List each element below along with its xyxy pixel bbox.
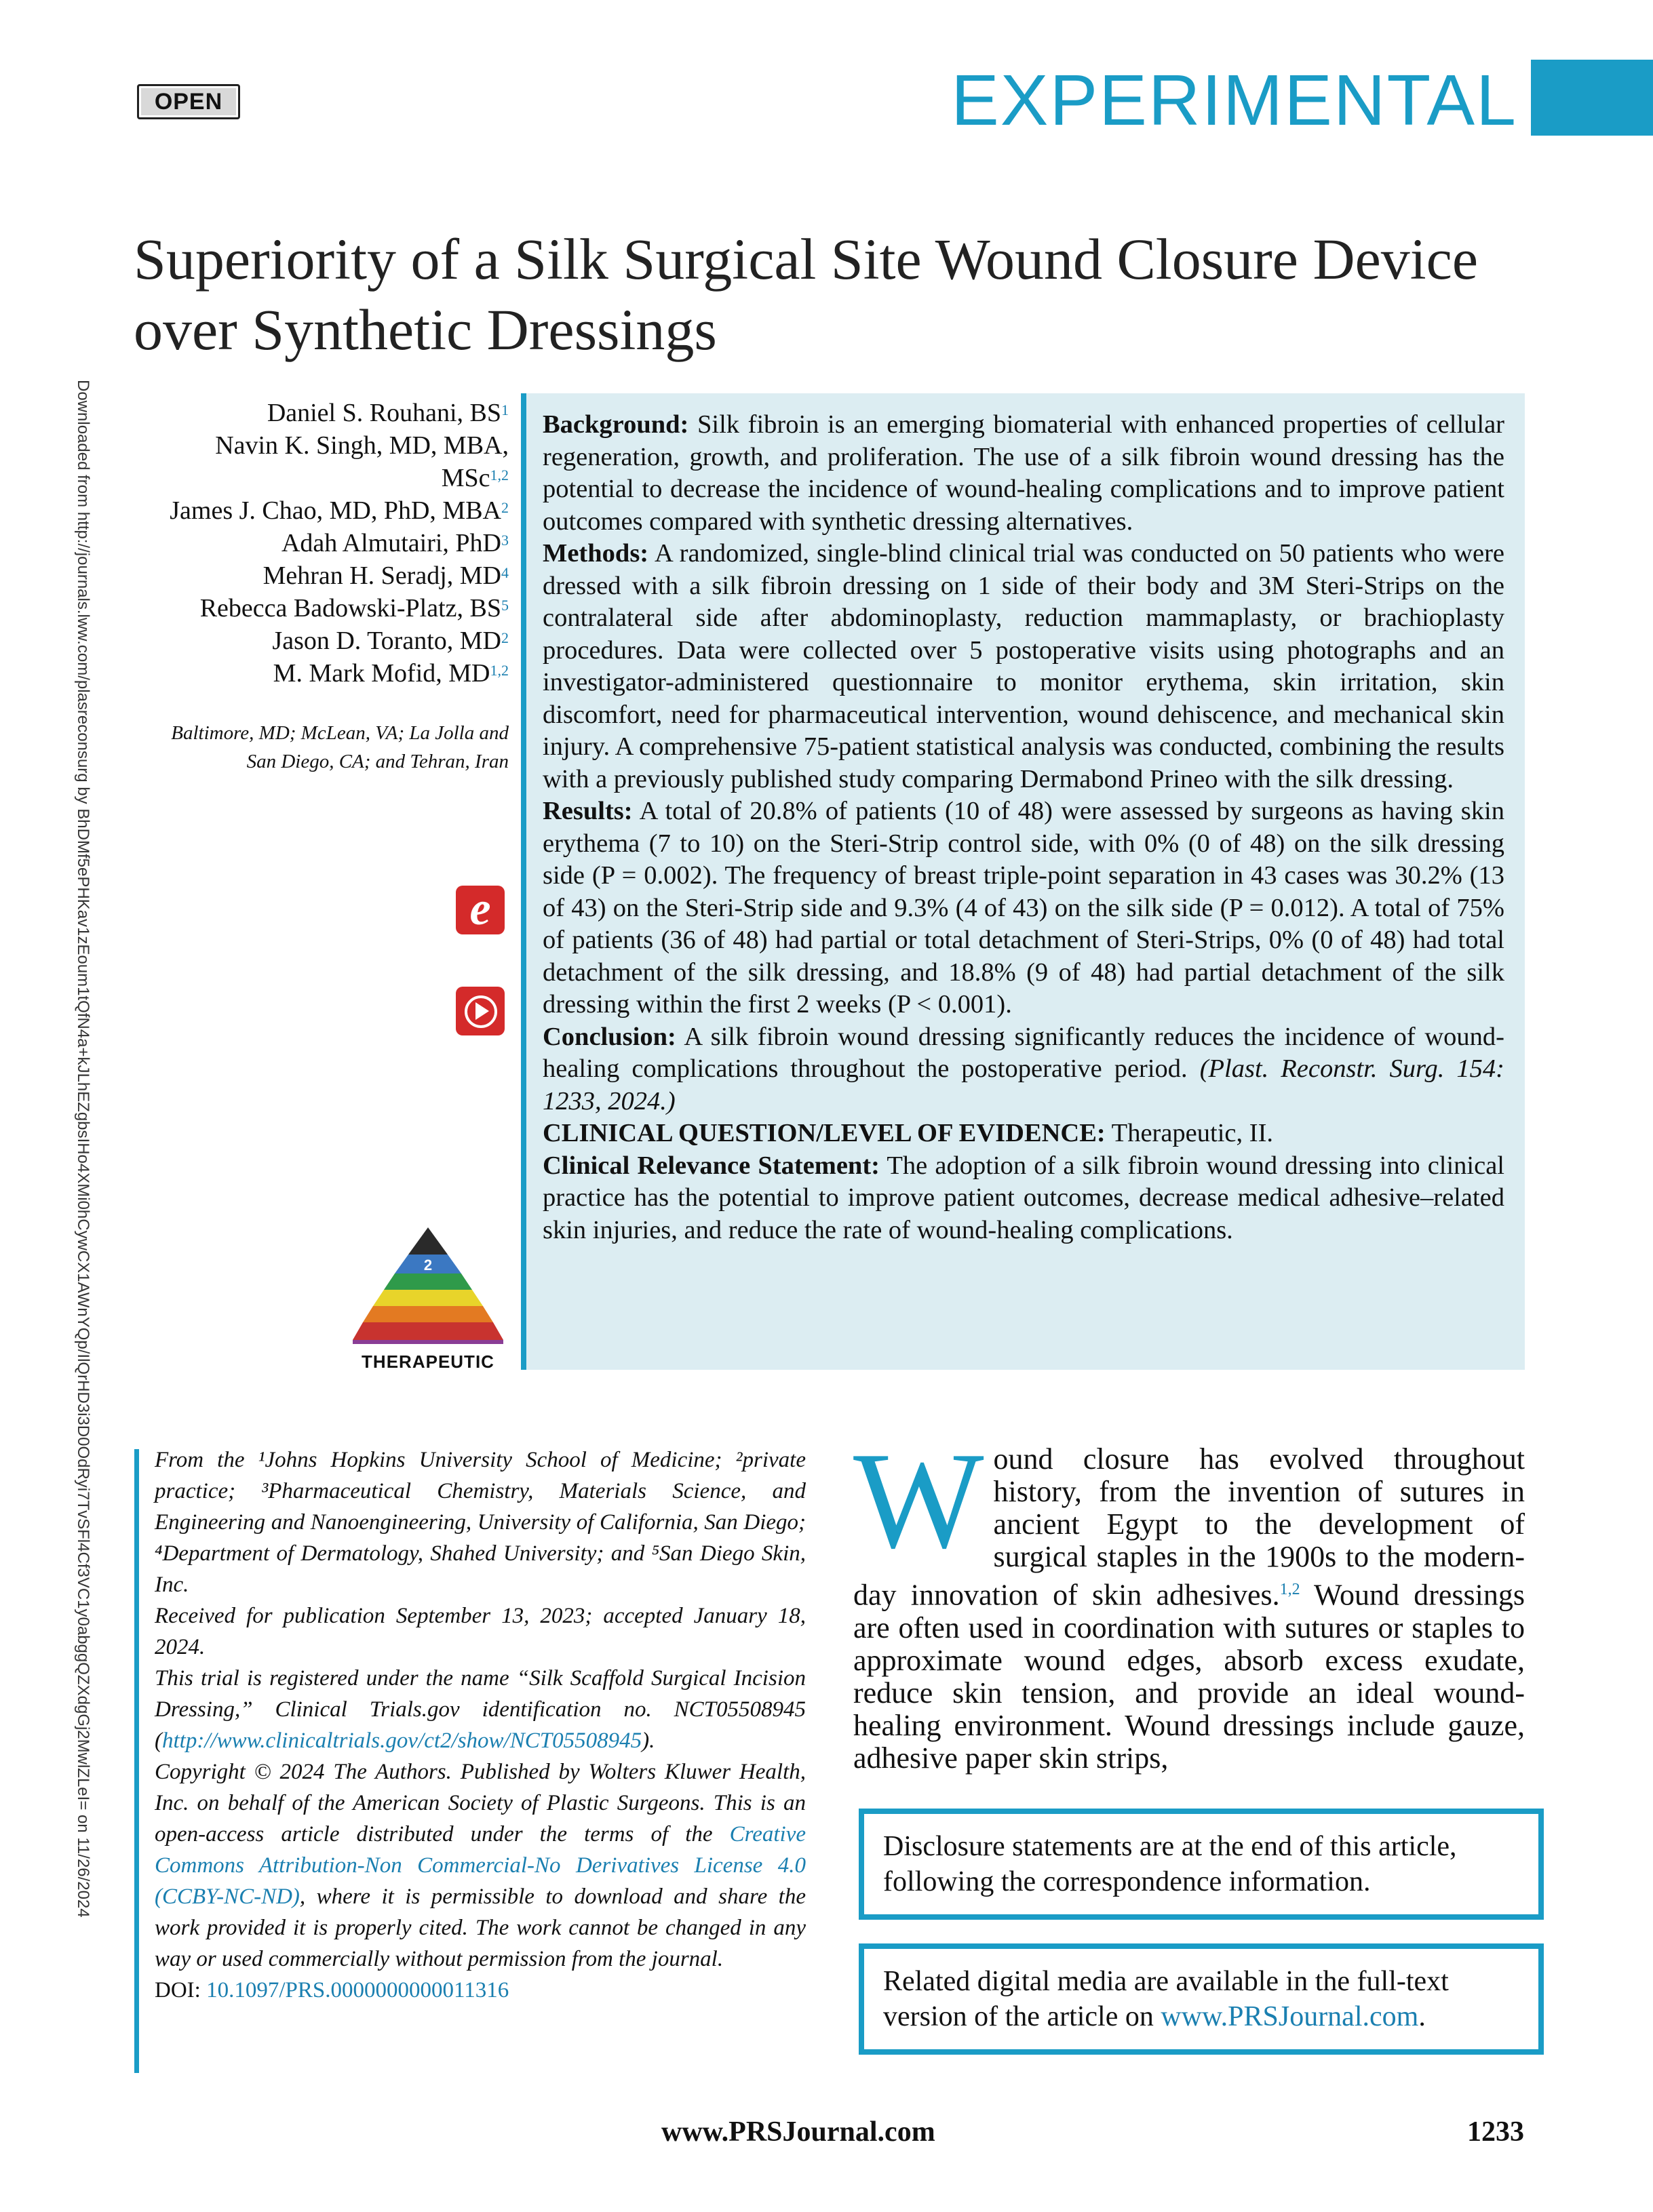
author: MSc$^{1,2}$ [441, 464, 509, 492]
reference-link[interactable]: 1,2 [1279, 1581, 1300, 1598]
abstract-results: Results: A total of 20.8% of patients (10 of 48) were assessed by surgeons as having skin erythema (7 to 10) on the Steri-Strip control side, with 0% (0 of 48) on the silk dressing side (P = 0.002). The frequency of breast triple-point separation in 43 cases was 30.2% (13 of 43) on the Steri-Strip side and 9.3% (4 of 43) on the silk side (P = 0.012). A total of 75% of patients (36 of 48) had partial or total detachment of Steri-Strips, 0% (0 of 48) had total detachment of the silk dressing, and 18.8% (9 of 48) had partial detachment of the silk dressing within the first 2 weeks (P < 0.001). [543, 797, 1504, 1019]
trial-registration: This trial is registered under the name “Silk Scaffold Surgical Incision Dressing,” Clinical Trials.gov identification no. NCT05508945 (http://www.clinicaltrials.gov/ct2/show/NCT05508945). [155, 1666, 806, 1753]
doi: DOI: 10.1097/PRS.0000000000011316 [155, 1978, 509, 2002]
author: Daniel S. Rouhani, $BS^1$ [267, 399, 509, 427]
drop-cap: W [853, 1424, 984, 1577]
section-accent-bar [1531, 60, 1653, 136]
abstract-clinical-question: CLINICAL QUESTION/LEVEL OF EVIDENCE: Therapeutic, II. [543, 1119, 1274, 1147]
play-icon[interactable] [456, 987, 505, 1035]
article-title: Superiority of a Silk Surgical Site Wound Closure Device over Synthetic Dressings [134, 226, 1478, 362]
pyramid-level: 2 [423, 1257, 433, 1273]
affiliations: From the ¹Johns Hopkins University School of Medicine; ²private practice; ³Pharmaceutical Chemistry, Materials Science, and Engineering and Nanoengineering, University of California, San Diego; ⁴Department of Dermatology, Shahed University; and ⁵San Diego Skin, Inc. [155, 1448, 806, 1597]
copyright: Copyright © 2024 The Authors. Published by Wolters Kluwer Health, Inc. on behalf of the American Society of Plastic Surgeons. This is an open-access article distributed under the terms of the Creative Commons Attribution-Non Commercial-No Derivatives License 4.0 (CCBY-NC-ND), where it is permissible to download and share the work provided it is properly cited. The work cannot be changed in any way or used commercially without permission from the journal. [155, 1760, 806, 1971]
author: Mehran H. Seradj, $MD^4$ [262, 561, 509, 590]
download-note [46, 380, 94, 1918]
author: Rebecca Badowski-Platz, $BS^5$ [199, 594, 509, 623]
abstract-methods: Methods: A randomized, single-blind clinical trial was conducted on 50 patients who were dressed with a silk fibroin dressing on 1 side of their body and 3M Steri-Strips on the contralateral side after abdominoplasty, reduction mammaplasty, or brachioplasty procedures. Data were collected over 5 postoperative visits using photographs and an investigator-administered questionnaire to monitor erythema, skin irritation, skin discomfort, need for pharmaceutical intervention, wound dehiscence, and mechanical skin injury. A comprehensive 75-patient statistical analysis was conducted, combining the results with a previously published study comparing Dermabond Prineo with the silk dressing. [543, 539, 1504, 793]
download-note-text: Downloaded from http://journals.lww.com/plasreconsurg by BhDMf5ePHKav1zEoum1tQfN4a+kJLhEZgbsIHo4XMi0hCywCX1AWnYQp/IlQrHD3i3D0OdRyi7TvSFl4Cf3VC1y0abggQZXdgGj2MwlZLeI= on 11/26/2024 [74, 380, 92, 1918]
evidence-label: THERAPEUTIC [362, 1351, 494, 1372]
disclosure-box: Disclosure statements are at the end of this article, following the correspondence information. [859, 1809, 1544, 1920]
abstract [543, 409, 1504, 1246]
author: Adah Almutairi, PhD$^3$ [281, 529, 509, 557]
citation: (Plast. Reconstr. Surg. 154: 1233, 2024.) [543, 1054, 1504, 1115]
received-dates: Received for publication September 13, 2023; accepted January 18, 2024. [155, 1604, 806, 1659]
abstract-rule [521, 393, 526, 1370]
supplemental-content-icon[interactable]: e [456, 886, 505, 934]
license-link[interactable]: Creative Commons Attribution-Non Commercial-No Derivatives License 4.0 (CCBY-NC-ND) [155, 1822, 806, 1909]
footnote-rule [134, 1449, 139, 2073]
abstract-background: Background: Silk fibroin is an emerging biomaterial with enhanced properties of cellular regeneration, growth, and proliferation. The use of a silk fibroin wound dressing has the potential to decrease the incidence of wound-healing complications and to improve patient outcomes compared with synthetic dressing alternatives. [543, 410, 1505, 536]
doi-link[interactable]: 10.1097/PRS.0000000000011316 [206, 1978, 509, 2002]
footer-url[interactable]: www.PRSJournal.com [661, 2116, 935, 2148]
abstract-conclusion: Conclusion: A silk fibroin wound dressing significantly reduces the incidence of wound-healing complications throughout the postoperative period. (Plast. Reconstr. Surg. 154: 1233, 2024.) [543, 1022, 1504, 1115]
author-list [102, 397, 509, 690]
author: James J. Chao, MD, PhD, MBA$^2$ [170, 496, 509, 525]
open-access-badge: OPEN [137, 84, 240, 119]
trial-link[interactable]: http://www.clinicaltrials.gov/ct2/show/NCT05508945 [162, 1729, 642, 1753]
body-text: W ound closure has evolved throughout history, from the invention of sutures in ancient Egypt to the development of surgical staples in the 1900s to the modern-day innovation of skin adhesives.$^{1,2}$ Wound dressings are often used in coordination with sutures or staples to approximate wound edges, absorb excess exudate, reduce skin tension, and provide an ideal wound-healing environment. Wound dressings include gauze, adhesive paper skin strips, [853, 1424, 1525, 1775]
section-label: EXPERIMENTAL [951, 60, 1517, 140]
author: M. Mark Mofid, MD$^{1,2}$ [273, 659, 509, 688]
journal-link[interactable]: www.PRSJournal.com [1161, 2001, 1419, 2032]
author-locations: Baltimore, MD; McLean, VA; La Jolla and San Diego, CA; and Tehran, Iran [171, 722, 509, 772]
abstract-relevance: Clinical Relevance Statement: The adoption of a silk fibroin wound dressing into clinical practice has the potential to improve patient outcomes, decrease medical adhesive–related skin injuries, and reduce the rate of wound-healing complications. [543, 1151, 1504, 1244]
author: Navin K. Singh, MD, MBA, [215, 431, 509, 460]
author: Jason D. Toranto, $MD^2$ [272, 627, 509, 655]
page-number: 1233 [1467, 2116, 1524, 2148]
digital-media-box: Related digital media are available in the full-text version of the article on www.PRSJournal.com. [859, 1943, 1544, 2055]
affiliation-footnote [155, 1444, 806, 2006]
